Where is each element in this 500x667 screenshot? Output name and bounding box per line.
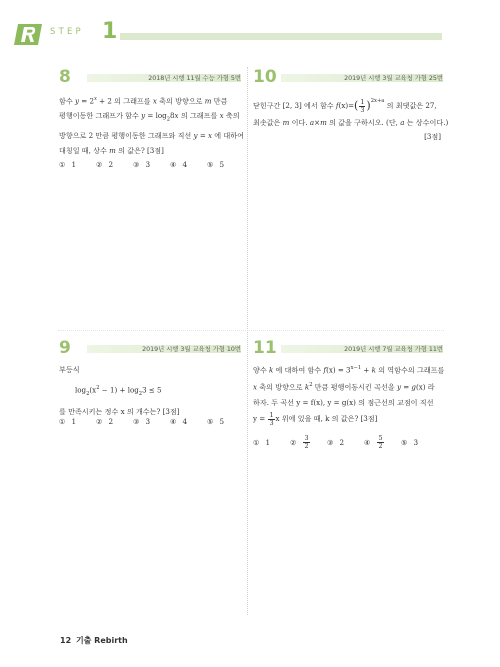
- problem-11: [253, 339, 443, 469]
- problem-number: 11: [253, 338, 277, 358]
- page-footer: [60, 635, 128, 646]
- problem-source: 2019년 시행 3월 교육청 가형 10번: [142, 346, 241, 353]
- choice-3[interactable]: ③ 2: [327, 437, 345, 447]
- row-divider: [58, 330, 444, 331]
- column-divider: [247, 67, 248, 615]
- logo-r-icon: [14, 24, 42, 45]
- problem-source: 2019년 시행 7월 교육청 가형 11번: [344, 346, 443, 353]
- choice-1[interactable]: ① 1: [59, 417, 77, 426]
- choice-4[interactable]: ④ $\frac{5}{2}$: [364, 434, 383, 450]
- problem-text: 부등식 $\log_2(x^2 - 1) + \log_23 \le 5$ 를 만족시키는 정수 x 의 개수는? [3점]: [59, 365, 180, 416]
- problem-8: [59, 67, 244, 188]
- step-label: STEP: [50, 27, 84, 37]
- choice-2[interactable]: ② 2: [96, 160, 114, 169]
- choice-3[interactable]: ③ 3: [133, 417, 151, 426]
- choice-4[interactable]: ④ 4: [170, 417, 188, 426]
- problem-number: 9: [59, 338, 71, 358]
- problem-text: 함수 $y = 2^x + 2$ 의 그래프를 x 축의 방향으로 m 만큼 평행이동한 그래프가 함수 $y = \log_28x$ 의 그래프를 x 축의 방향으로 2 만큼 평행이동한 그래프와 직선 y = x 에 대하여 대칭일 때, 상수 m 의 값은? [3점]: [59, 96, 244, 155]
- problem-10: [253, 67, 449, 158]
- choice-4[interactable]: ④ 4: [170, 160, 188, 169]
- choice-2[interactable]: ② 2: [96, 417, 114, 426]
- choice-1[interactable]: ① 1: [59, 160, 77, 169]
- choice-5[interactable]: ⑤ 3: [401, 437, 419, 447]
- choice-5[interactable]: ⑤ 5: [207, 417, 225, 426]
- answer-choices: [59, 160, 224, 169]
- choice-2[interactable]: ② $\frac{3}{2}$: [290, 434, 309, 450]
- page-number: 12: [60, 636, 72, 645]
- step-number: 1: [102, 19, 118, 44]
- choice-5[interactable]: ⑤ 5: [207, 160, 225, 169]
- choice-3[interactable]: ③ 3: [133, 160, 151, 169]
- header-bar: [120, 33, 442, 40]
- problem-text: 닫힌구간 [2, 3] 에서 함수 f(x)=( $\frac{1}{3}$ )$^{2x+a}$ 의 최댓값은 27, 최솟값은 m 이다. a×m 의 값을 구하시오. (단, a 는 상수이다.) [3점]: [253, 97, 449, 141]
- problem-number: 10: [253, 67, 277, 87]
- problem-source: 2018년 시행 11월 수능 가형 5번: [148, 75, 241, 82]
- choice-1[interactable]: ① 1: [253, 437, 271, 447]
- book-title: 기출 Rebirth: [75, 636, 128, 645]
- answer-choices: [59, 417, 224, 426]
- problem-number: 8: [59, 67, 71, 87]
- problem-source: 2019년 시행 3월 교육청 가형 25번: [344, 75, 443, 82]
- answer-choices: [253, 435, 418, 450]
- problem-text: 양수 k 에 대하여 함수 $f(x) = 3^{x-1} + k$ 의 역함수의 그래프를 x 축의 방향으로 $k^2$ 만큼 평행이동시킨 곡선을 y = g(x) 라 하자. 두 곡선 y = f(x), y = g(x) 의 점근선의 교점이 직선 y = $\frac{1}{3}$ x 위에 있을 때, k 의 값은? [3점]: [253, 365, 445, 427]
- problem-9: [59, 339, 241, 439]
